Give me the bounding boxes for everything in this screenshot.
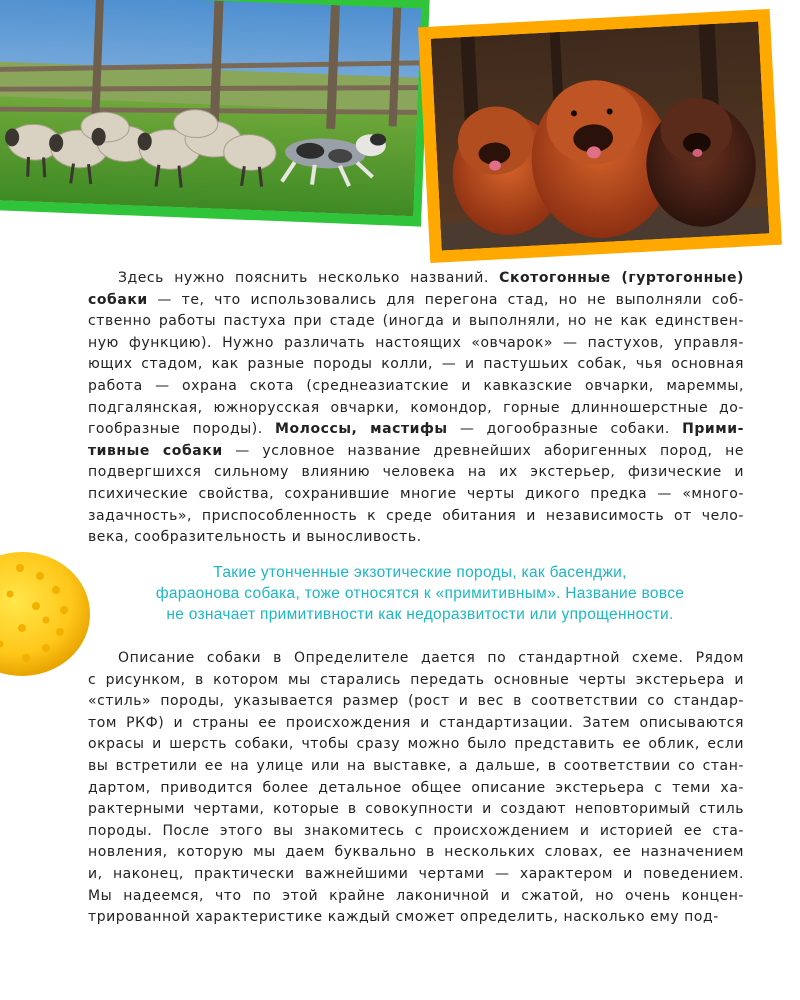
text-segment: вы встретили ее на улице или на выставке, а дальше, в соответствии со стан- xyxy=(88,757,744,774)
text-line xyxy=(88,398,744,420)
callout-line: не означает примитивности как недоразвитости или упрощенности. xyxy=(166,606,674,623)
mastiffs-photo xyxy=(431,22,770,251)
text-segment: ющих стадом, как разные породы колли, — и пастушьих собак, чья основная xyxy=(88,356,744,373)
text-segment: породы. После этого вы знакомитесь с происхождением и историей ее ста- xyxy=(88,822,744,839)
text-line xyxy=(88,527,744,549)
sheep-herding-photo xyxy=(0,0,421,216)
bold-term: Молоссы, мастифы xyxy=(275,421,448,438)
text-segment: подвергшихся сильному влиянию человека на их экстерьер, физические и xyxy=(88,464,744,481)
text-segment: задачность», приспособленность к среде обитания и независимость от чело- xyxy=(88,507,744,524)
text-segment: подгалянская, южнорусская овчарки, комондор, горные длинношерстные до- xyxy=(88,399,744,416)
text-segment: Здесь нужно пояснить несколько названий. xyxy=(118,270,500,286)
callout-line: фараонова собака, тоже относятся к «примитивным». Название вовсе xyxy=(155,585,685,602)
text-line xyxy=(88,354,744,376)
text-line xyxy=(88,290,744,312)
text-line xyxy=(88,376,744,398)
text-segment: — те, что использовались для перегона стад, но не выполняли соб- xyxy=(147,291,744,308)
text-segment: — условное название древнейших аборигенных пород, не xyxy=(222,442,745,459)
text-segment: гообразные породы). xyxy=(88,421,276,438)
text-line xyxy=(88,734,744,756)
text-segment: окрасы и шерсть собаки, чтобы сразу можно было представить ее облик, если xyxy=(88,736,744,753)
text-segment: ную функцию). Нужно различать настоящих «овчарок» — пастухов, управля- xyxy=(88,334,744,351)
text-line xyxy=(88,648,744,670)
text-line xyxy=(88,886,744,908)
text-line xyxy=(88,419,744,441)
text-line xyxy=(88,691,744,713)
text-line xyxy=(88,441,744,463)
text-line xyxy=(88,713,744,735)
text-line xyxy=(88,778,744,800)
callout-primitive-breeds xyxy=(100,562,740,625)
text-line xyxy=(88,670,744,692)
text-segment: работа — охрана скота (среднеазиатские и кавказские овчарки, мареммы, xyxy=(88,377,744,394)
sheep-herding-image xyxy=(0,0,421,216)
text-segment: с рисунком, в котором мы старались передать основные черты экстерьера и xyxy=(88,671,744,688)
text-segment: дартом, приводится более детальное общее описание экстерьера с теми ха- xyxy=(88,779,744,796)
text-line xyxy=(88,842,744,864)
bold-term: Скотогонные (гуртогонные) xyxy=(499,270,744,286)
text-segment: рактерными чертами, которые в совокупности и создают неповторимый стиль xyxy=(88,801,744,818)
text-segment: века, сообразительность и выносливость. xyxy=(88,529,422,546)
paragraph-guide-description xyxy=(88,648,744,929)
text-line xyxy=(88,462,744,484)
text-line xyxy=(88,506,744,528)
text-line xyxy=(88,311,744,333)
text-segment: Мы надеемся, что по этой крайне лаконичной и сжатой, но очень концен- xyxy=(88,887,744,904)
text-line xyxy=(88,333,744,355)
text-segment: ственно работы пастуха при стаде (иногда и выполняли, но не как единствен- xyxy=(88,313,744,330)
bold-term: собаки xyxy=(88,291,148,308)
text-segment: новления, которую мы даем буквально в нескольких словах, ее назначением xyxy=(88,844,744,861)
callout-line: Такие утонченные экзотические породы, как басенджи, xyxy=(213,564,627,581)
text-line xyxy=(88,484,744,506)
text-line xyxy=(88,821,744,843)
text-line xyxy=(88,799,744,821)
text-segment: трированной характеристике каждый сможет определить, насколько ему под- xyxy=(88,909,719,926)
text-segment: «стиль» породы, указывается размер (рост и вес в соответствии со стандар- xyxy=(88,693,744,710)
text-segment: психические свойства, сохранившие многие черты дикого предка — «много- xyxy=(88,485,744,502)
text-segment: и, наконец, практически важнейшими чертами — характером и поведением. xyxy=(88,865,744,882)
mastiffs-photo-frame xyxy=(418,9,782,263)
bold-term: Прими- xyxy=(682,421,744,438)
paragraph-names-explanation xyxy=(88,268,744,549)
text-line xyxy=(88,268,744,290)
sheep-herding-photo-frame xyxy=(0,0,430,227)
text-segment: Описание собаки в Определителе дается по стандартной схеме. Рядом xyxy=(118,650,744,666)
text-line xyxy=(88,756,744,778)
text-segment: — догообразные собаки. xyxy=(447,421,683,438)
text-segment: том РКФ) и страны ее происхождения и стандартизации. Затем описываются xyxy=(88,714,744,731)
yellow-ball-icon xyxy=(0,548,100,683)
text-line xyxy=(88,864,744,886)
mastiffs-image xyxy=(431,22,770,251)
text-line xyxy=(88,907,744,929)
bold-term: тивные собаки xyxy=(88,442,223,459)
